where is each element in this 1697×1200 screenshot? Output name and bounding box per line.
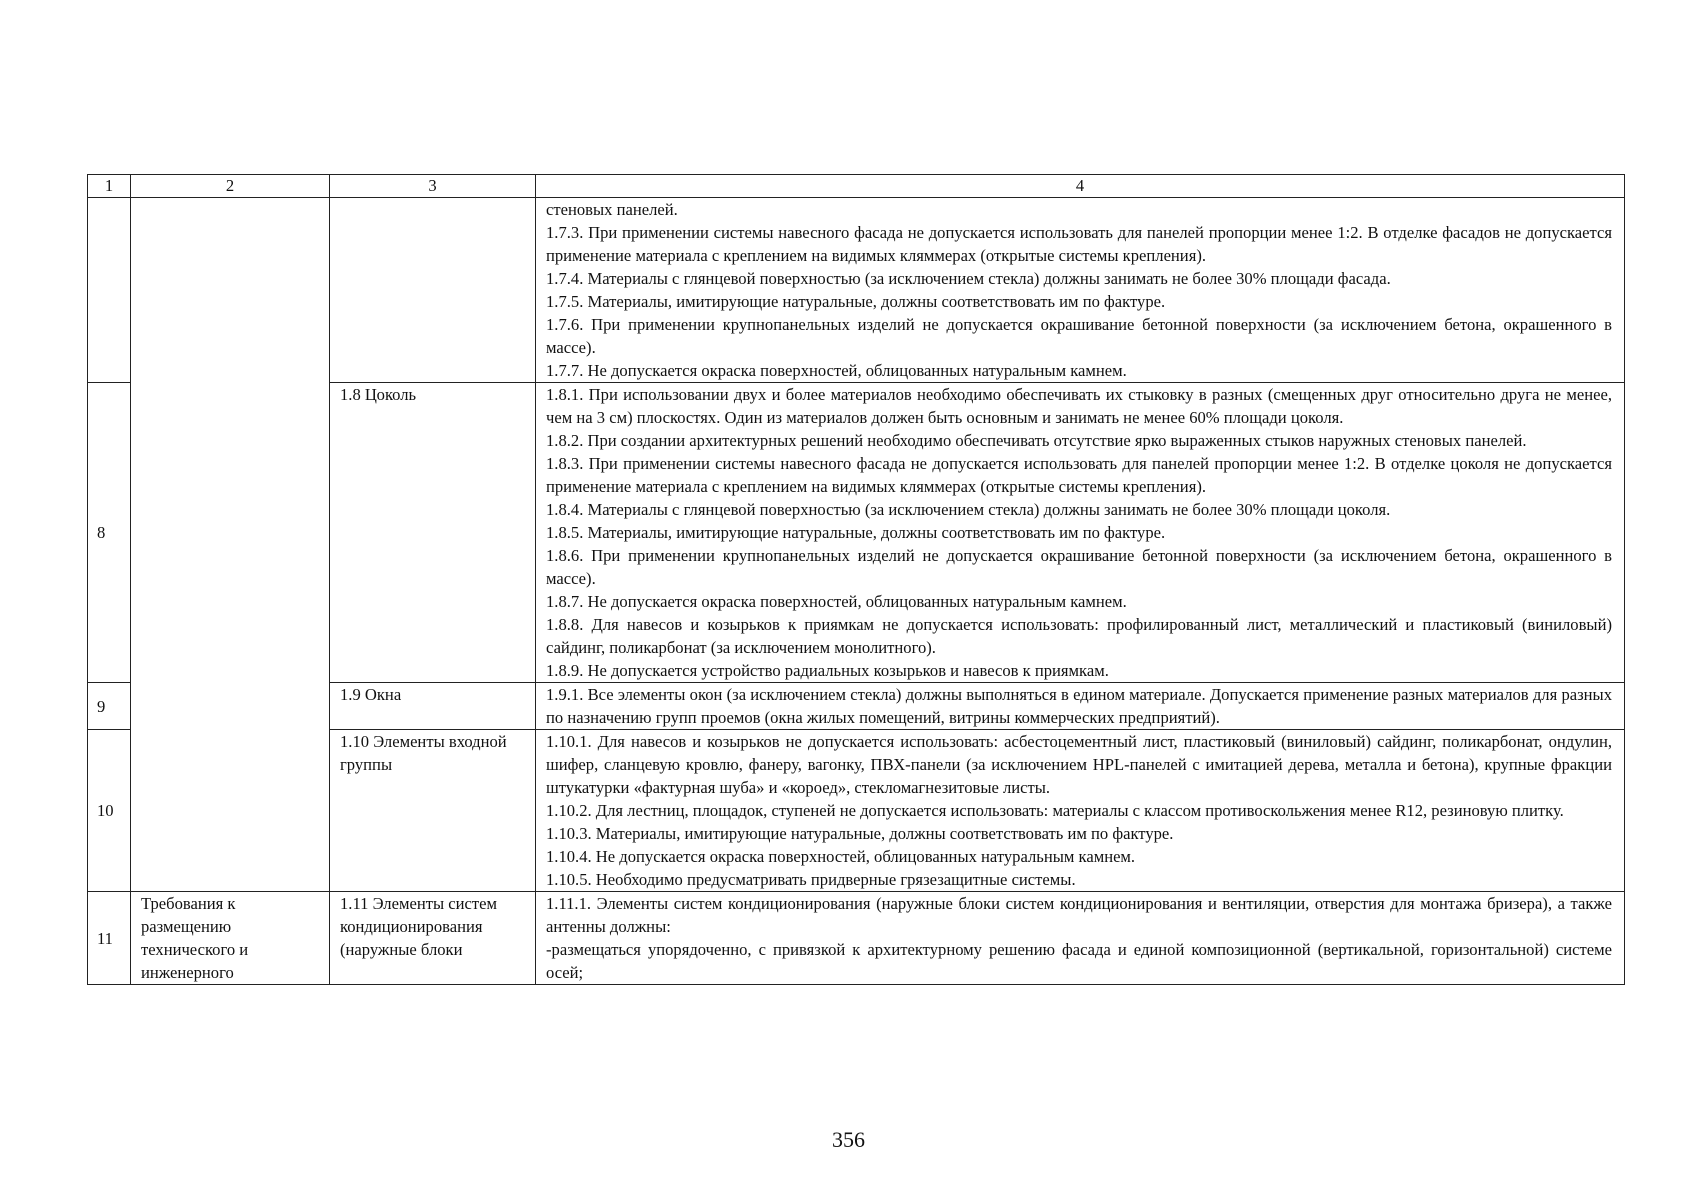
column-header-2: 2 <box>131 175 330 198</box>
requirement-paragraph: 1.9.1. Все элементы окон (за исключением стекла) должны выполняться в едином материале. Допускается применение разных материалов для разных по назначению групп проемов (окна жилых помещений, витрины коммерческих предприятий). <box>546 685 1612 727</box>
row-number <box>88 198 131 383</box>
requirements-cell <box>536 383 1625 683</box>
section-cell: 1.10 Элементы входной группы <box>330 730 536 892</box>
requirement-paragraph: 1.11.1. Элементы систем кондиционирования (наружные блоки систем кондиционирования и вентиляции, отверстия для монтажа бризера), а также антенны должны: <box>546 894 1612 936</box>
requirements-cell <box>536 892 1625 985</box>
row-number: 11 <box>88 892 131 985</box>
requirement-paragraph: 1.8.1. При использовании двух и более материалов необходимо обеспечивать их стыковку в разных (смещенных друг относительно друга не менее, чем на 3 см) плоскостях. Один из материалов должен быть основным и занимать не менее 60% площади цоколя. <box>546 385 1612 427</box>
category-cell <box>131 198 330 892</box>
column-header-4: 4 <box>536 175 1625 198</box>
row-number: 9 <box>88 683 131 730</box>
requirements-table <box>87 174 1625 985</box>
requirement-paragraph: 1.8.6. При применении крупнопанельных изделий не допускается окрашивание бетонной поверхности (за исключением бетона, окрашенного в массе). <box>546 546 1612 588</box>
row-number: 8 <box>88 383 131 683</box>
requirement-paragraph: 1.8.8. Для навесов и козырьков к приямкам не допускается использовать: профилированный лист, металлический и пластиковый (виниловый) сайдинг, поликарбонат (за исключением монолитного). <box>546 615 1612 657</box>
requirement-paragraph: 1.8.2. При создании архитектурных решений необходимо обеспечивать отсутствие ярко выраженных стыков наружных стеновых панелей. <box>546 431 1527 450</box>
section-cell: 1.11 Элементы систем кондиционирования (наружные блоки <box>330 892 536 985</box>
section-cell: 1.9 Окна <box>330 683 536 730</box>
requirements-cell <box>536 683 1625 730</box>
requirement-paragraph: 1.7.7. Не допускается окраска поверхностей, облицованных натуральным камнем. <box>546 361 1127 380</box>
column-header-3: 3 <box>330 175 536 198</box>
column-header-1: 1 <box>88 175 131 198</box>
requirement-paragraph: 1.8.9. Не допускается устройство радиальных козырьков и навесов к приямкам. <box>546 661 1109 680</box>
requirement-paragraph: 1.7.5. Материалы, имитирующие натуральные, должны соответствовать им по фактуре. <box>546 292 1166 311</box>
requirement-paragraph: 1.8.3. При применении системы навесного фасада не допускается использовать для панелей пропорции менее 1:2. В отделке цоколя не допускается применение материала с креплением на видимых кляммерах (открытые системы крепления). <box>546 454 1612 496</box>
requirement-paragraph: 1.10.4. Не допускается окраска поверхностей, облицованных натуральным камнем. <box>546 847 1136 866</box>
requirement-paragraph: 1.7.6. При применении крупнопанельных изделий не допускается окрашивание бетонной поверхности (за исключением бетона, окрашенного в массе). <box>546 315 1612 357</box>
category-cell: Требования к размещению технического и инженерного <box>131 892 330 985</box>
requirement-paragraph: 1.7.3. При применении системы навесного фасада не допускается использовать для панелей пропорции менее 1:2. В отделке фасадов не допускается применение материала с креплением на видимых кляммерах (открытые системы крепления). <box>546 223 1612 265</box>
section-cell <box>330 198 536 383</box>
requirement-paragraph: 1.10.3. Материалы, имитирующие натуральные, должны соответствовать им по фактуре. <box>546 824 1174 843</box>
requirement-paragraph: 1.7.4. Материалы с глянцевой поверхностью (за исключением стекла) должны занимать не более 30% площади фасада. <box>546 269 1391 288</box>
requirement-paragraph: -размещаться упорядоченно, с привязкой к архитектурному решению фасада и единой композиционной (вертикальной, горизонтальной) системе осей; <box>546 940 1612 982</box>
table-header-row <box>88 175 1625 198</box>
requirement-paragraph: 1.10.5. Необходимо предусматривать придверные грязезащитные системы. <box>546 870 1076 889</box>
page-number: 356 <box>832 1127 865 1152</box>
requirement-paragraph: 1.10.1. Для навесов и козырьков не допускается использовать: асбестоцементный лист, пластиковый (виниловый) сайдинг, поликарбонат, ондулин, шифер, сланцевую кровлю, фанеру, вагонку, ПВХ-панели (за исключением HPL-панелей с имитацией дерева, металла и бетона), крупные фракции штукатурки «фактурная шуба» и «короед», стекломагнезитовые листы. <box>546 732 1612 797</box>
row-number: 10 <box>88 730 131 892</box>
section-cell: 1.8 Цоколь <box>330 383 536 683</box>
requirements-cell <box>536 730 1625 892</box>
table-row <box>88 892 1625 985</box>
requirement-paragraph: 1.8.7. Не допускается окраска поверхностей, облицованных натуральным камнем. <box>546 592 1127 611</box>
table-row <box>88 198 1625 383</box>
requirement-paragraph: 1.8.4. Материалы с глянцевой поверхностью (за исключением стекла) должны занимать не более 30% площади цоколя. <box>546 500 1391 519</box>
requirement-paragraph: стеновых панелей. <box>546 200 678 219</box>
requirement-paragraph: 1.8.5. Материалы, имитирующие натуральные, должны соответствовать им по фактуре. <box>546 523 1166 542</box>
requirement-paragraph: 1.10.2. Для лестниц, площадок, ступеней не допускается использовать: материалы с классом противоскольжения менее R12, резиновую плитку. <box>546 801 1564 820</box>
requirements-cell <box>536 198 1625 383</box>
